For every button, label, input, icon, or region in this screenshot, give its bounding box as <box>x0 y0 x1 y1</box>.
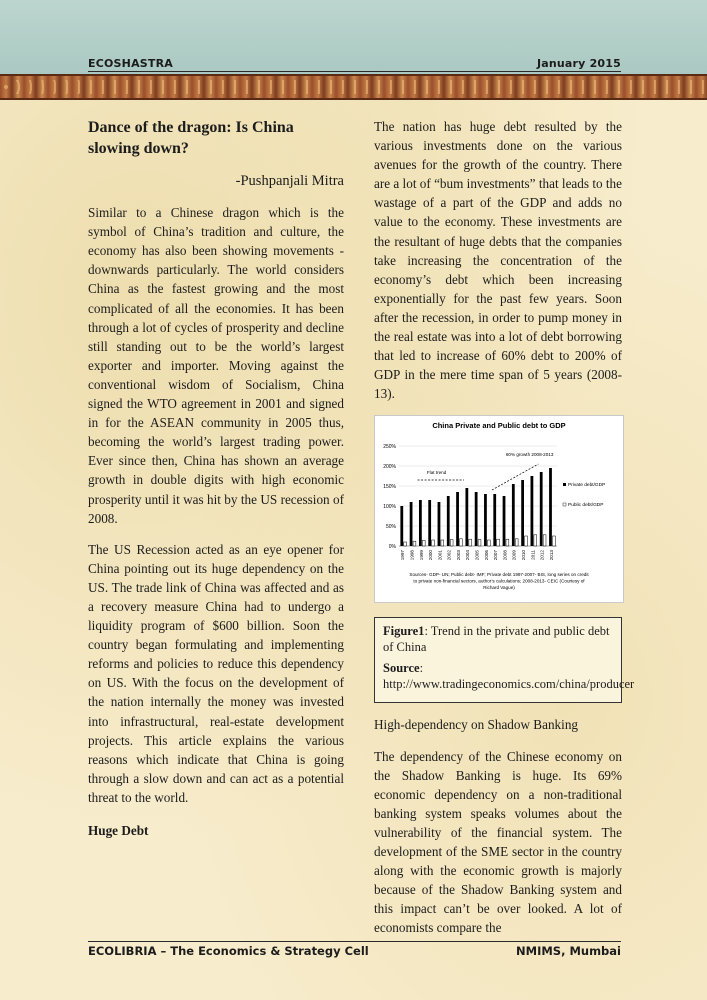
annotation-flat-trend: Flat trend <box>426 470 447 476</box>
bar-private-debt <box>531 476 534 546</box>
caption-text: : Trend in the private and public debt of China <box>383 624 610 654</box>
bar-public-debt <box>450 540 453 546</box>
chart-title: China Private and Public debt to GDP <box>432 421 566 431</box>
x-tick-label: 2008 <box>502 550 508 561</box>
bar-private-debt <box>475 492 478 546</box>
x-tick-label: 2006 <box>483 550 489 561</box>
legend-label-public: Public debt/GDP <box>568 503 604 509</box>
x-tick-label: 2007 <box>493 550 499 561</box>
bar-private-debt <box>493 494 496 546</box>
bar-public-debt <box>515 539 518 546</box>
x-tick-label: 2010 <box>521 550 527 561</box>
chart-source-note-line: to private non-financial sectors, author’s calculations; 2008-2013- CEIC (Courtesy of <box>413 578 585 584</box>
annotation-growth: 60% growth 2008-2013 <box>505 452 554 458</box>
bar-private-debt <box>549 468 552 546</box>
paragraph: Similar to a Chinese dragon which is the symbol of China’s tradition and culture, the economy has also been showing movements - downwards particularly. The world considers China as the fastest growing and the most complicated of all the economies. It has been through a lot of cycles of prosperity and decline still standing out to be the world’s largest exporter and importer. Moving against the conventional wisdom of Socialism, China signed the WTO agreement in 2001 and signed in for the ASEAN community in 2005 thus, becoming the world’s largest trading power. Ever since then, China has shown an average growth in double digits with high economic prosperity until it was hit by the US recession of 2008. <box>88 205 344 526</box>
bar-private-debt <box>428 500 431 546</box>
x-tick-label: 2009 <box>511 550 517 561</box>
bar-public-debt <box>506 540 509 547</box>
author-byline: -Pushpanjali Mitra <box>235 173 344 189</box>
right-column <box>374 117 635 949</box>
bar-public-debt <box>543 535 546 546</box>
y-tick-label: 150% <box>383 484 396 491</box>
paragraph: The US Recession acted as an eye opener for China pointing out its huge dependency on the US. The trade link of China was affected and as a recovery measure China had to undergo a liquidity program of $600 billion. Soon the country began formulating and implementing reforms and policies to reduce this dependency on US. With the focus on the development of the nation internally the money was invested into infrastructural, real-estate development projects. This article explains the various reasons which indicate that China is going through a slow down and can act as a potential threat to the world. <box>88 541 344 805</box>
decorative-border <box>0 74 707 100</box>
legend-label-private: Private debt/GDP <box>568 483 606 489</box>
debt-chart-svg <box>375 416 623 602</box>
x-tick-label: 2003 <box>455 550 461 561</box>
bar-private-debt <box>465 488 468 546</box>
x-tick-label: 2004 <box>465 550 471 561</box>
y-tick-label: 250% <box>383 444 396 451</box>
source-url[interactable]: http://www.tradingeconomics.com/china/producer <box>383 676 635 691</box>
bar-private-debt <box>410 502 413 546</box>
issue-date: January 2015 <box>536 56 621 70</box>
footer-institution: NMIMS, Mumbai <box>516 944 621 958</box>
bar-public-debt <box>432 540 435 546</box>
source-label: Source <box>383 661 420 676</box>
legend-swatch-public <box>563 503 566 506</box>
chart-source-note-line: Sources- GDP- UN; Public debt- IMF; Private debt 1997-2007- BIS, long series on credit <box>409 572 589 578</box>
bar-public-debt <box>534 535 537 546</box>
legend-swatch-private <box>563 483 566 486</box>
page-footer <box>88 944 621 958</box>
subhead-huge-debt: Huge Debt <box>88 823 149 838</box>
x-tick-label: 1998 <box>409 550 415 561</box>
y-tick-label: 0% <box>388 544 396 551</box>
subhead-shadow-banking: High-dependency on Shadow Banking <box>374 717 579 733</box>
x-tick-label: 1999 <box>418 550 424 561</box>
bar-private-debt <box>512 484 515 546</box>
footer-cell-name: ECOLIBRIA – The Economics & Strategy Cell <box>88 944 369 958</box>
bar-public-debt <box>525 536 528 546</box>
bar-private-debt <box>456 492 459 546</box>
bar-private-debt <box>540 472 543 546</box>
bar-public-debt <box>460 539 463 546</box>
page-header <box>88 55 621 71</box>
left-column <box>88 117 344 852</box>
chart-source-note-line: Richard Vague) <box>483 585 515 591</box>
bar-public-debt <box>441 540 444 546</box>
debt-chart <box>374 415 624 603</box>
bar-public-debt <box>469 540 472 547</box>
x-tick-label: 2013 <box>548 550 554 561</box>
bar-public-debt <box>422 541 425 547</box>
x-tick-label: 2002 <box>446 550 452 561</box>
publication-name: ECOSHASTRA <box>88 56 173 70</box>
caption-label: Figure1 <box>383 624 425 639</box>
bar-public-debt <box>404 542 407 546</box>
footer-rule <box>88 941 621 942</box>
bar-public-debt <box>478 540 481 546</box>
x-tick-label: 2000 <box>428 550 434 561</box>
x-tick-label: 2012 <box>539 550 545 561</box>
x-tick-label: 2011 <box>530 550 536 561</box>
bar-private-debt <box>447 496 450 546</box>
source-colon: : <box>419 661 424 676</box>
y-tick-label: 200% <box>383 464 396 471</box>
bar-public-debt <box>413 542 416 547</box>
paragraph: The nation has huge debt resulted by the various investments done on the various avenues for the growth of the country. There are a lot of “bum investments” that leads to the wastage of a part of the GDP and adds no value to the economy. These investments are the resultant of huge debts that the companies take increasing the concentration of the economy’s debt which been increasing exponentially for the past few years. Soon after the recession, in order to pump money in the real estate was into a lot of debt borrowing that led to increase of 60% debt to 200% of GDP in the mere time span of 5 years (2008-13). <box>374 119 622 402</box>
bar-private-debt <box>400 506 403 546</box>
bar-private-debt <box>503 496 506 546</box>
bar-private-debt <box>521 480 524 546</box>
y-tick-label: 50% <box>385 524 396 531</box>
header-rule <box>88 71 621 72</box>
paragraph: The dependency of the Chinese economy on the Shadow Banking is huge. Its 69% economic dependency on a non-traditional banking system speaks volumes about the vulnerability of the financial system. The development of the SME sector in the country along with the economic growth is majorly because of the Shadow Banking system and this impact can’t be over looked. A lot of economists compare the <box>374 748 622 936</box>
article-title: Dance of the dragon: Is China slowing down? <box>88 119 294 157</box>
figure-caption <box>374 617 635 703</box>
bar-public-debt <box>497 540 500 547</box>
bar-private-debt <box>484 494 487 546</box>
bar-public-debt <box>487 540 490 546</box>
bar-private-debt <box>438 502 441 546</box>
bar-public-debt <box>552 536 555 546</box>
x-tick-label: 2001 <box>437 550 443 561</box>
bar-private-debt <box>419 500 422 546</box>
x-tick-label: 2005 <box>474 550 480 561</box>
y-tick-label: 100% <box>383 504 396 511</box>
x-tick-label: 1997 <box>400 550 406 561</box>
